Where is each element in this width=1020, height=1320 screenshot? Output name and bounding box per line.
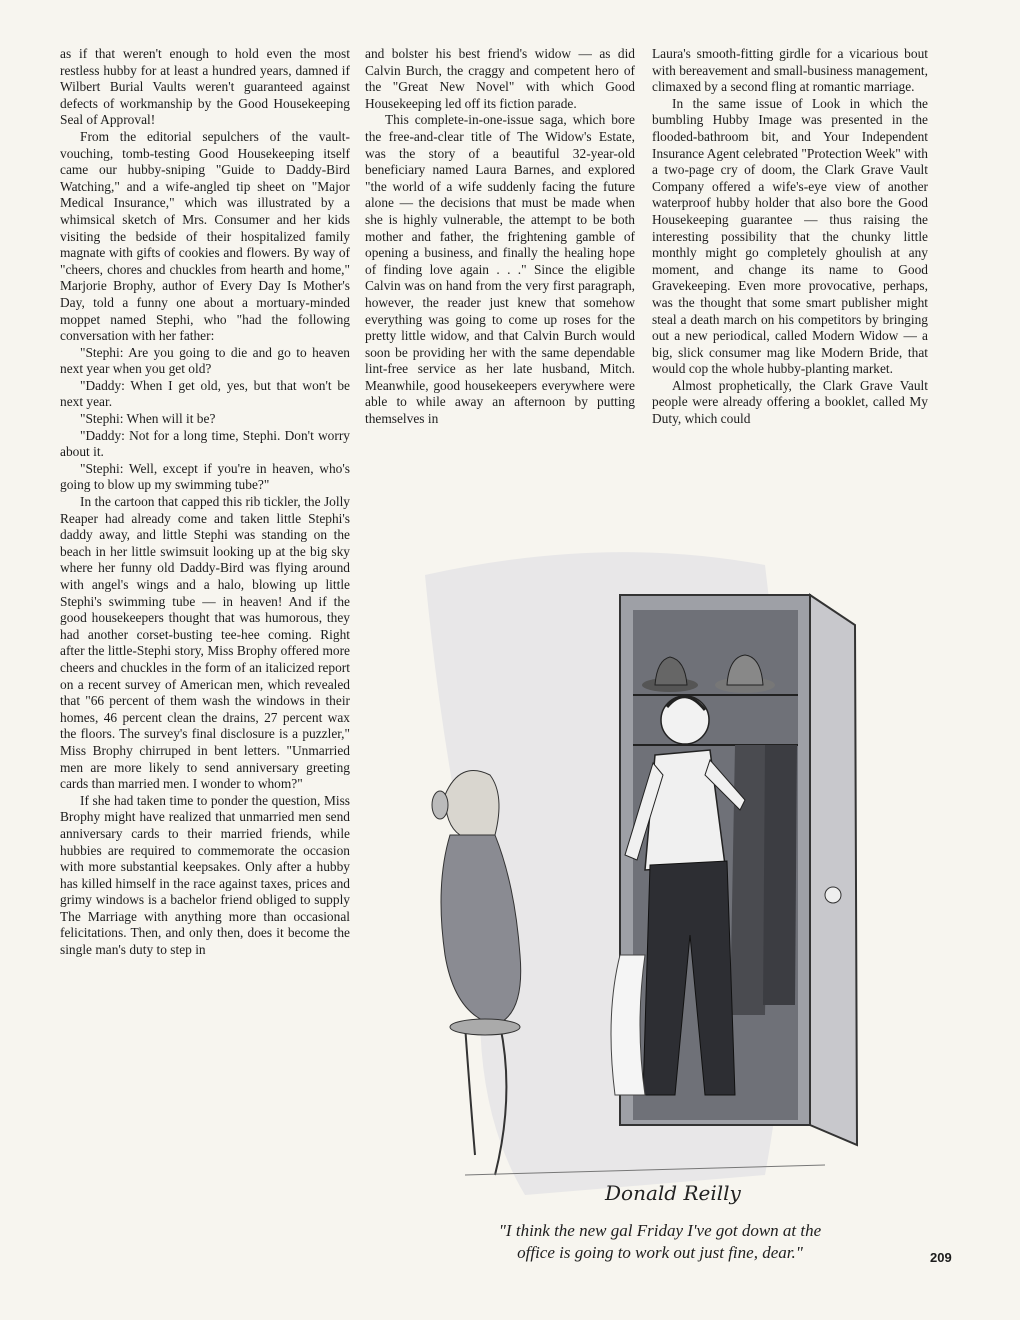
paragraph: "Daddy: When I get old, yes, but that won't be next year. [60, 377, 350, 410]
paragraph: "Stephi: When will it be? [80, 411, 216, 427]
cartoon-illustration [405, 535, 925, 1215]
paragraph: Laura's smooth-fitting girdle for a vicarious bout with bereavement and small-business management, climaxed by a second fling at romantic marriage. [652, 46, 928, 95]
paragraph: If she had taken time to ponder the question, Miss Brophy might have realized that unmarried men send anniversary cards to their married friends, while hubbies are required to commemorate the occasion with more substantial keepsakes. Only after a hubby has killed himself in the race against taxes, prices and grimy windows is a bachelor friend obliged to supply The Marriage with anything more than occasional felicitations. Then, and only then, does it become the single man's duty to step in [60, 792, 350, 958]
paragraph: and bolster his best friend's widow — as did Calvin Burch, the craggy and competent hero of the "Great New Novel" with which Good Housekeeping led off its fiction parade. [365, 46, 635, 111]
paragraph: "Daddy: Not for a long time, Stephi. Don't worry about it. [60, 427, 350, 460]
cartoon-caption [400, 1220, 920, 1264]
text-column-1 [60, 46, 350, 1266]
cartoon-drawing [405, 535, 925, 1215]
page-number: 209 [930, 1250, 952, 1265]
caption-line-1: "I think the new gal Friday I've got down at the [498, 1221, 822, 1240]
paragraph: In the cartoon that capped this rib tickler, the Jolly Reaper had already come and taken little Stephi's daddy away, and little Stephi was standing on the beach in her little swimsuit looking up at the big sky where her funny old Daddy-Bird was flying around with angel's wings and a halo, blowing up little Stephi's swimming tube — in heaven! And if the good housekeepers thought that was humorous, they had another corset-busting tee-hee coming. Right after the little-Stephi story, Miss Brophy offered more cheers and chuckles in the form of an italicized report on a recent survey of American men, which revealed that "66 percent of them wash the windows in their homes, 46 percent clean the drains, 27 percent wax the floors. The survey's final disclosure is a puzzler," Miss Brophy chirruped in bent letters. "Unmarried men are more likely to send anniversary greeting cards than married men. I wonder to whom?" [60, 494, 350, 792]
paragraph: Almost prophetically, the Clark Grave Vault people were already offering a booklet, called My Duty, which could [652, 377, 928, 427]
paragraph: "Stephi: Well, except if you're in heaven, who's going to blow up my swimming tube?" [60, 460, 350, 493]
cartoonist-signature: Donald Reilly [605, 1181, 741, 1205]
paragraph: as if that weren't enough to hold even the most restless hubby for at least a hundred years, damned if Wilbert Burial Vaults weren't guaranteed against defects of workmanship by the Good Housekeeping Seal of Approval! [60, 46, 350, 128]
paragraph: "Stephi: Are you going to die and go to heaven next year when you get old? [60, 344, 350, 377]
text-column-2 [365, 46, 635, 428]
paragraph: From the editorial sepulchers of the vault-vouching, tomb-testing Good Housekeeping itself came our hubby-sniping "Guide to Daddy-Bird Watching," and a wife-angled tip sheet on "Major Medical Insurance," which was illustrated by a whimsical sketch of Mrs. Consumer and her kids visiting the bedside of their hospitalized family magnate with gifts of cookies and flowers. By way of "cheers, chores and chuckles from hearth and home," Marjorie Brophy, author of Every Day Is Mother's Day, told a funny one about a mortuary-minded moppet named Stephi, who "had the following conversation with her father: [60, 128, 350, 344]
text-column-3 [652, 46, 928, 428]
caption-line-2: office is going to work out just fine, dear." [517, 1243, 803, 1262]
paragraph: This complete-in-one-issue saga, which bore the free-and-clear title of The Widow's Estate, was the story of a beautiful 32-year-old beneficiary named Laura Barnes, and explored "the world of a wife suddenly facing the future alone — the decisions that must be made when she is highly vulnerable, the attempt to be both mother and father, the frightening gamble of opening a business, and finally the healing hope of finding love again . . ." Since the eligible Calvin was on hand from the very first paragraph, however, the reader just knew that somehow everything was going to come up roses for the pretty little widow, and that Calvin Burch would soon be providing her with the same dependable lint-free service as her late husband, Mitch. Meanwhile, good housekeepers everywhere were able to while away an afternoon by putting themselves in [365, 112, 635, 427]
paragraph: In the same issue of Look in which the bumbling Hubby Image was presented in the flooded-bathroom bit, and Your Independent Insurance Agent celebrated "Protection Week" with a two-page cry of doom, the Clark Grave Vault Company offered a wife's-eye view of another waterproof hubby holder that also bore the Good Housekeeping guarantee — thus raising the interesting possibility that the chunky little monthly might go completely ghoulish at any moment, and change its name to Good Gravekeeping. Even more provocative, perhaps, was the thought that some smart publisher might steal a death march on his competitors by bringing out a new periodical, called Modern Widow — a big, slick consumer mag like Modern Bride, that would cop the whole hubby-planting market. [652, 95, 928, 377]
